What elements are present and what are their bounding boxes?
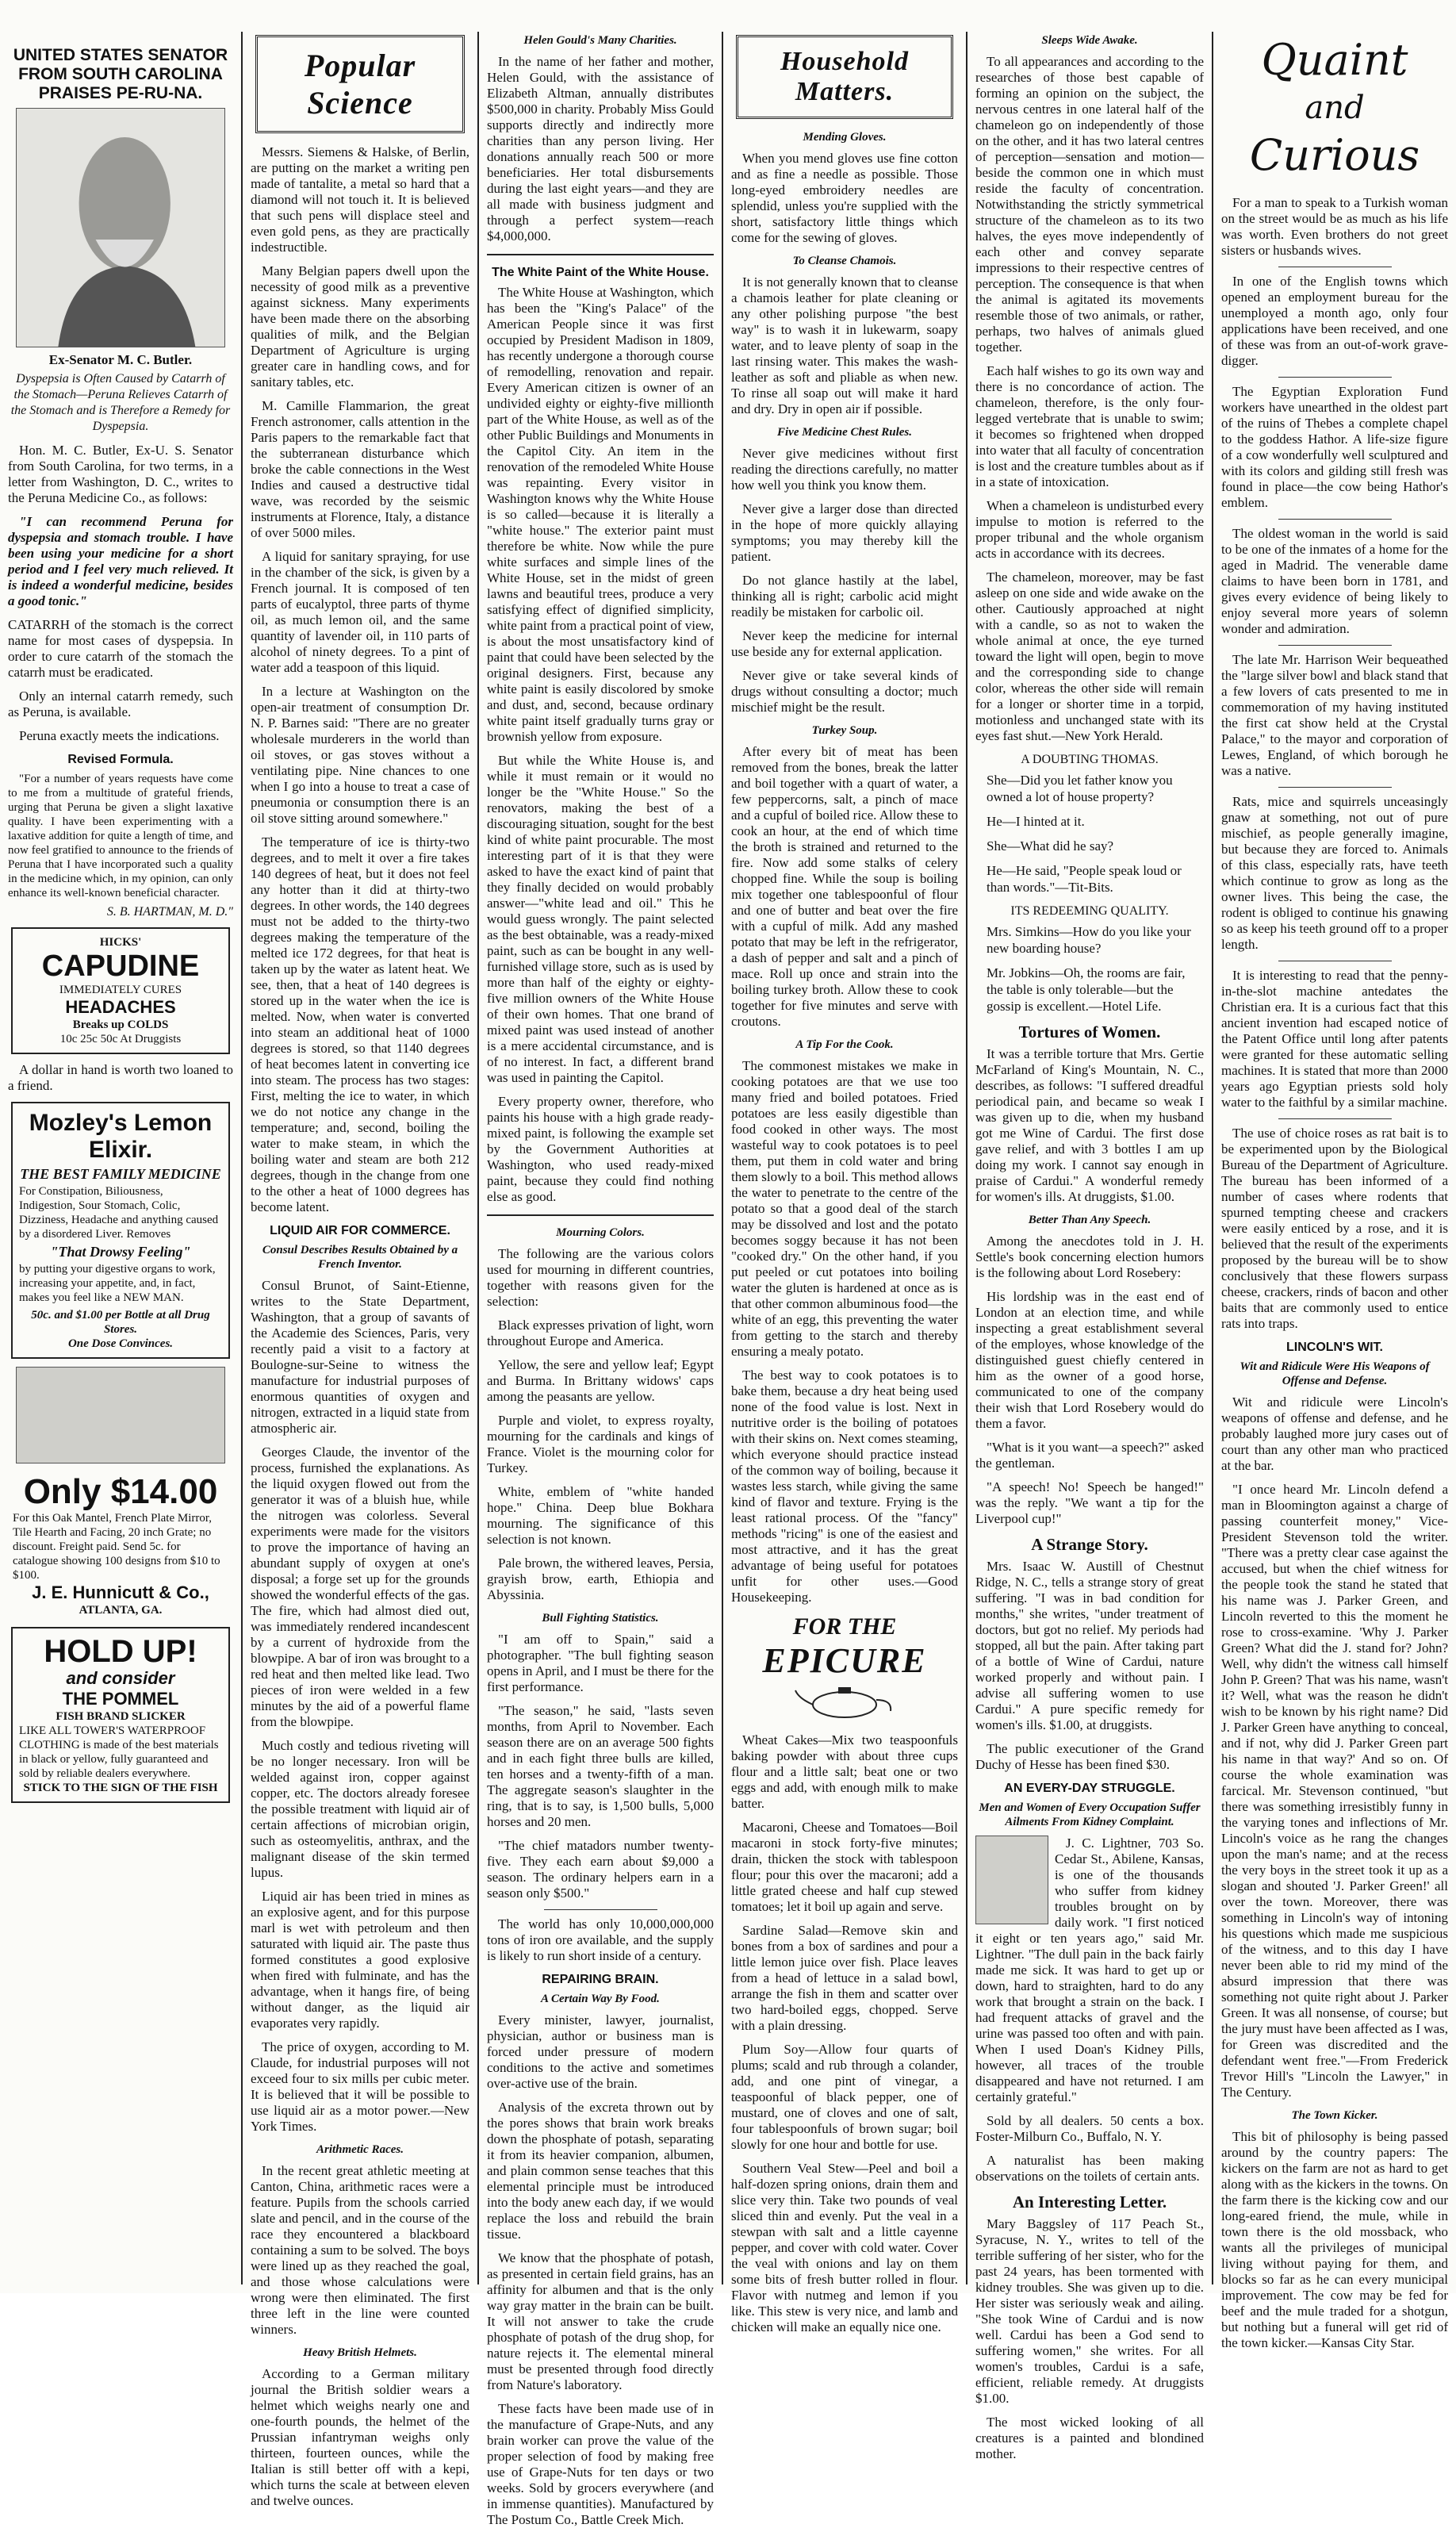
better-speech-heading: Better Than Any Speech. xyxy=(1028,1214,1151,1226)
article-paragraph: Among the anecdotes told in J. H. Settle's book concerning election humors is the following about Lord Rosebery: xyxy=(975,1233,1204,1280)
article-paragraph: M. Camille Flammarion, the great French astronomer, calls attention in the Paris papers to the remarkable fact that the subterranean disturbance which broke the cable connections in the West Indies and caused a destructive tidal wave, was recorded by the seismic instruments at Florence, Italy, a distance of over 5000 miles. xyxy=(251,398,469,540)
article-paragraph: Pale brown, the withered leaves, Persia, grayish brow, earth, Ethiopia and Abyssinia. xyxy=(487,1556,714,1602)
town-kicker-heading: The Town Kicker. xyxy=(1291,2109,1378,2122)
article-paragraph: In a lecture at Washington on the open-air treatment of consumption Dr. N. P. Barnes said: "There are no greater wholesale murderers in the world than oil stoves, or gas stoves without a ventilating pipe. Nine chances to one when I go into a house to treat a case of pneumonia or consumption there is an oil stove sitting around somewhere." xyxy=(251,684,469,826)
white-paint-heading: The White Paint of the White House. xyxy=(492,266,709,279)
article-paragraph: Never give a larger dose than directed in the hope of more quickly allaying symptoms; you may thereby kill the patient. xyxy=(731,501,958,564)
article-paragraph: The temperature of ice is thirty-two degrees, and to melt it over a fire takes 140 degrees of heat, but it does not feel any hotter than it did at thirty-two degrees. In other words, the 140 degrees must not be added to the thirty-two degrees making the temperature of the melted ice 172 degrees, for that heat is taken up by the water as latent heat. We see, then, that a heat of 140 degrees is stored up in the water when the ice is melted. Now, when water is converted into steam an additional heat of 1000 degrees is stored, so that 1140 degrees of heat becomes latent in converting ice into steam. The process has two stages: First, melting the ice to water, in which we do not notice any change in the temperature; and, second, boiling the water to make steam, in which the boiling water and steam are both 212 degrees, though in the change from one to the other a heat of 1000 degrees has become latent. xyxy=(251,834,469,1214)
article-paragraph: Georges Claude, the inventor of the process, furnished the explanations. As the liquid oxygen flowed out from the generator it was of a bluish hue, while the nitrogen was colorless. Several experiments were made for the visitors to prove the importance of having an abundant supply of oxygen at one's disposal; a forge set up for the grounds showed the wonderful effects of the gas. The fire, which had almost died out, was immediately rendered incandescent by a current of hydroxide from the blowpipe. A bar of iron was brought to a red heat and then melted like lead. Two pieces of iron were welded in a few minutes by the aid of a powerful flame from the blowpipe. xyxy=(251,1444,469,1729)
article-paragraph: Each half wishes to go its own way and there is no concordance of action. The chameleon, therefore, is the only four-legged vertebrate that is unable to swim; it becomes so frightened when dropped into water that all faculty of concentration is lost and the creature tumbles about as if in a state of intoxication. xyxy=(975,363,1204,489)
popular-science-masthead: Popular Science xyxy=(255,35,465,133)
chamois-heading: To Cleanse Chamois. xyxy=(792,255,897,267)
peruna-italic-note: Dyspepsia is Often Caused by Catarrh of the Stomach—Peruna Relieves Catarrh of the Stomach and is Therefore a Remedy for Dyspepsia. xyxy=(10,372,231,433)
article-paragraph: Wit and ridicule were Lincoln's weapons of offense and defense, and he probably laughed more jury cases out of court than any other man who practiced at the bar. xyxy=(1221,1394,1448,1473)
article-paragraph: Do not glance hastily at the label, thinking all is right; carbolic acid might readily be mistaken for carbolic oil. xyxy=(731,573,958,620)
article-paragraph: Consul Brunot, of Saint-Etienne, writes to the State Department, Washington, that a group of savants of the Academie des Sciences, Paris, very recently paid a visit to a factory at Boulogne-sur-Seine to witness the manufacture for industrial purposes of enormous quantities of oxygen and nitrogen, extracted in a liquid state from atmospheric air. xyxy=(251,1278,469,1436)
hunnicutt-name: J. E. Hunnicutt & Co., xyxy=(32,1582,209,1602)
section-divider xyxy=(1278,645,1392,646)
epicure-line: EPICURE xyxy=(762,1641,927,1680)
mozley-best: THE BEST FAMILY MEDICINE xyxy=(20,1166,221,1182)
article-paragraph: White, emblem of "white handed hope." China. Deep blue Bokhara mourning. The significance of this selection is not known. xyxy=(487,1484,714,1547)
article-paragraph: It is not generally known that to cleanse a chamois leather for plate cleaning or any other polishing purpose "the best way" is to wash it in lukewarm, soapy water, and to leave plenty of soap in the last rinsing water. This makes the wash-leather as soft and pliable as when new. To rinse all soap out will make it hard and dry. Dry in open air if possible. xyxy=(731,274,958,416)
article-paragraph: The oldest woman in the world is said to be one of the inmates of a home for the aged in Madrid. The venerable dame claims to have been born in 1781, and gives every evidence of being likely to enjoy several more years of solemn wonder and admiration. xyxy=(1221,526,1448,636)
article-paragraph: "The chief matadors number twenty-five. They each earn about $9,000 a season. The ordinary helpers earn in a season only $500." xyxy=(487,1838,714,1901)
pommel-body: LIKE ALL TOWER'S WATERPROOF CLOTHING is made of the best materials in black or yellow, fully guaranteed and sold by reliable dealers everywhere. xyxy=(19,1724,219,1780)
article-paragraph: Never give medicines without first reading the directions carefully, no matter how well you think you know them. xyxy=(731,446,958,493)
dialogue-line: He—I hinted at it. xyxy=(987,814,1085,829)
medicine-rules-heading: Five Medicine Chest Rules. xyxy=(777,426,912,439)
article-paragraph: In one of the English towns which opened an employment bureau for the unemployed a month ago, only four applications have been received, and one of these was from an out-of-work grave-digger. xyxy=(1221,274,1448,368)
article-paragraph: The Egyptian Exploration Fund workers have unearthed in the oldest part of the ruins of Thebes a complete chapel to the goddess Hathor. A life-size figure of a cow wonderfully well sculptured and with its colors and gilding still fresh was found in place—the cow being Hathor's emblem. xyxy=(1221,384,1448,510)
article-paragraph: Messrs. Siemens & Halske, of Berlin, are putting on the market a writing pen made of tantalite, a metal so hard that a diamond will not touch it. It is believed that such pens will displace steel and even gold pens, as they are practically indestructible. xyxy=(251,144,469,255)
portrait-illustration xyxy=(17,109,224,347)
dialogue-line: Mr. Jobkins—Oh, the rooms are fair, the table is only tolerable—but the gossip is excellent.—Hotel Life. xyxy=(987,965,1186,1014)
holdup-subheading: and consider xyxy=(66,1668,175,1688)
capudine-line: HEADACHES xyxy=(65,997,176,1017)
article-paragraph: The public executioner of the Grand Duchy of Hesse has been fined $30. xyxy=(975,1741,1204,1772)
arithmetic-heading: Arithmetic Races. xyxy=(316,2143,404,2156)
peruna-paragraph: Peruna exactly meets the indications. xyxy=(19,728,220,743)
sleeps-heading: Sleeps Wide Awake. xyxy=(1041,34,1138,47)
article-paragraph: "I once heard Mr. Lincoln defend a man in Bloomington against a charge of passing counterfeit money," Vice-President Stevenson told the writer. "There was a pretty clear case against the accused, but when the chief witness for the people took the stand he stated that his name was J. Parker Green, and Lincoln reverted to this the moment he rose to cross-examine. 'Why J. Parker Green? What did the J. stand for? John? Well, why didn't the witness call himself John P. Green? That was his name, wasn't it? Well, what was the reason he didn't wish to be known by his right name? Did J. Parker Green have anything to conceal, and if not, why did J. Parker Green part his name in that way?' And so on. Of course the whole examination was farcical. Mr. Stevenson continued, "but there was something irresistibly funny in the varying tones and inflections of Mr. Lincoln's voice as he rang the changes upon the man's name; and at the recess the very boys in the street took it up as a slogan and shouted 'J. Parker Green!' all over the town. Moreover, there was something in Lincoln's way of intoning his questions which made me suspicious of the witness, and to this day I have never been able to rid my mind of the absurd impression that there was something not quite right about J. Parker Green. It was all nonsense, of course; but the jury must have been affected as I was, for Green was discredited and the defendant went free."—From Frederick Trevor Hill's "Lincoln the Lawyer," in The Century. xyxy=(1221,1482,1448,2100)
column-3 xyxy=(479,32,722,2527)
dialogue-line: She—What did he say? xyxy=(987,838,1114,854)
mozley-dose: One Dose Convinces. xyxy=(67,1337,174,1350)
article-paragraph: The use of choice roses as rat bait is to be experimented upon by the Biological Bureau of the Department of Agriculture. The bureau has been informed of a number of cases where rodents that spurned tempting cheese and crackers were easily enticed by a rose, and it is believed that the result of the experiments proposed by the bureau will be to show conclusively that these flowers surpass cheese, crackers, rinds of bacon and other baits that are commonly used to entice rats into traps. xyxy=(1221,1126,1448,1331)
section-divider xyxy=(487,1214,714,1216)
article-paragraph: For a man to speak to a Turkish woman on the street would be as much as his life was worth. Even brothers do not greet sisters or husbands wives. xyxy=(1221,195,1448,258)
section-divider xyxy=(1278,787,1392,788)
masthead-word: Quaint xyxy=(1261,35,1408,85)
struggle-subheading: Men and Women of Every Occupation Suffer Ailments From Kidney Complaint. xyxy=(979,1801,1201,1828)
turkey-soup-heading: Turkey Soup. xyxy=(811,724,878,737)
section-divider xyxy=(544,1909,657,1910)
mozley-ad xyxy=(11,1102,230,1359)
article-paragraph: After every bit of meat has been removed from the bones, break the latter and boil together with a quart of water, a few peppercorns, salt, a pinch of mace and a cupful of boiled rice. Allow these to cook an hour, at the end of which time the broth is strained and returned to the fire. Now add some stalks of celery chopped fine. While the soup is boiling mix together one tablespoonful of flour and one of butter and beat over the fire with a cupful of milk. Add any mashed potato that may be left in the refrigerator, a dash of pepper and salt and a pinch of mace. Roll up once and strain into the boiling turkey broth. Allow these to cook together for five minutes and serve with croutons. xyxy=(731,744,958,1029)
dialogue-line: Mrs. Simkins—How do you like your new boarding house? xyxy=(987,924,1191,956)
article-paragraph: "A speech! No! Speech be hanged!" was the reply. "We want a tip for the Liverpool cup!" xyxy=(975,1479,1204,1526)
article-paragraph: It was a terrible torture that Mrs. Gertie McFarland of King's Mountain, N. C., describes, as follows: "I suffered dreadful periodical pain, and became so weak I was given up to die, when my husband got me Wine of Cardui. The first dose gave relief, and with 3 bottles I am up doing my work. I cannot say enough in praise of Cardui." A wonderful remedy for women's ills. At druggists, $1.00. xyxy=(975,1046,1204,1204)
section-divider xyxy=(1278,1118,1392,1119)
pommel-brand: FISH BRAND SLICKER xyxy=(56,1710,186,1723)
article-paragraph: This bit of philosophy is being passed around by the country papers: The kickers on the farm are not as hard to get along with as the kickers in the towns. On the farm there is the kicking cow and our long-eared friend, the mule, while in town there is the old mossback, who wants all the privileges of municipal living without paying for them, and blocks so far as he can every municipal improvement. The cow may be fed for beef and the mule traded for a shotgun, but nothing but a funeral will get rid of the town kicker.—Kansas City Star. xyxy=(1221,2129,1448,2350)
dialogue-line: She—Did you let father know you owned a lot of house property? xyxy=(987,773,1173,804)
capudine-name: CAPUDINE xyxy=(41,949,200,983)
peruna-quote: "I can recommend Peruna for dyspepsia and stomach trouble. I have been using your medicine for a short period and I feel very much relieved. It is indeed a wonderful medicine, besides a good tonic." xyxy=(8,514,233,608)
article-paragraph: Liquid air has been tried in mines as an explosive agent, and for this purpose marl is wet with petroleum and then saturated with liquid air. The paste thus formed constitutes a good explosive when fired with fulminate, and has the advantage, when it hangs fire, of being without danger, as the liquid air evaporates very rapidly. xyxy=(251,1889,469,2031)
mozley-body: For Constipation, Biliousness, Indigestion, Sour Stomach, Colic, Dizziness, Headache and anything caused by a disordered Liver. Removes xyxy=(19,1185,219,1241)
article-paragraph: In the name of her father and mother, Helen Gould, with the assistance of Elizabeth Altman, annually distributes $500,000 in charity. Probably Miss Gould supports directly and indirectly more charities than any person living. Her donations annually reach 500 or more beneficiaries. Her total disbursements during the last eight years—and they are all made with business judgment and through a perfect system—reach $4,000,000. xyxy=(487,54,714,244)
interesting-letter-heading: An Interesting Letter. xyxy=(1012,2192,1167,2212)
capudine-ad xyxy=(11,927,230,1054)
article-paragraph: A liquid for sanitary spraying, for use in the chamber of the sick, is given by a French journal. It is composed of ten parts of eucalyptol, three parts of thyme oil, as much lemon oil, and the same quantity of lavender oil, in 110 parts of alcohol of ninety degrees. To a pint of water add a teaspoon of this liquid. xyxy=(251,549,469,675)
epicure-banner xyxy=(731,1613,958,1724)
section-divider xyxy=(1278,519,1392,520)
household-masthead: Household Matters. xyxy=(736,35,953,119)
pommel-name: THE POMMEL xyxy=(62,1689,179,1709)
column-6-quaint-curious xyxy=(1213,32,1456,2350)
helmets-heading: Heavy British Helmets. xyxy=(303,2346,417,2359)
doubting-thomas-heading: A DOUBTING THOMAS. xyxy=(1021,753,1159,766)
recipe-paragraph: Wheat Cakes—Mix two teaspoonfuls baking powder with about three cups flour and a little salt; beat one or two eggs and add, with enough milk to make batter. xyxy=(731,1732,958,1811)
recipe-paragraph: Plum Soy—Allow four quarts of plums; scald and rub through a colander, add, and one pint of vinegar, a teaspoonful of black pepper, one of mustard, one of cloves and one of salt, four tablespoonfuls of brown sugar; boil slowly for one hour and bottle for use. xyxy=(731,2042,958,2152)
article-paragraph: We know that the phosphate of potash, as presented in certain field grains, has an affinity for albumen and that is the only way gray matter in the brain can be built. It will not answer to take the crude phosphate of potash of the drug shop, for nature rejects it. The elemental mineral must be presented through food directly from Nature's laboratory. xyxy=(487,2250,714,2392)
peruna-paragraph: CATARRH of the stomach is the correct name for most cases of dyspepsia. In order to cure catarrh of the stomach the catarrh must be eradicated. xyxy=(8,617,233,680)
dialogue-line: He—He said, "People speak loud or than words."—Tit-Bits. xyxy=(987,863,1182,895)
mantel-illustration xyxy=(16,1367,225,1463)
repairing-brain-heading: REPAIRING BRAIN. xyxy=(542,1973,659,1986)
article-paragraph: The following are the various colors used for mourning in different countries, together with reasons given for the selection: xyxy=(487,1246,714,1309)
recipe-paragraph: Sardine Salad—Remove skin and bones from a box of sardines and pour a little lemon juice over fish. Place leaves from a head of lettuce in a salad bowl, arrange the fish in them and scatter over two hard-boiled eggs, chopped. Serve with a plain dressing. xyxy=(731,1923,958,2033)
bull-fighting-heading: Bull Fighting Statistics. xyxy=(542,1612,659,1625)
column-2-popular-science xyxy=(243,32,477,2508)
teapot-icon xyxy=(789,1681,900,1720)
article-paragraph: Purple and violet, to express royalty, mourning for the cardinals and kings of France. Violet is the mourning color for Turkey. xyxy=(487,1413,714,1475)
article-paragraph: The best way to cook potatoes is to bake them, because a dry heat being used none of the food value is lost. Next in nutritive order is the boiling of potatoes with their skins on. Next comes steaming, which everyone should practice instead of the common way of boiling, because it wastes less starch, while giving the same kind of flavor and texture. Frying is the least rational process. Of the "fancy" methods "ricing" is one of the easiest and most attractive, and it has the great advantage of being useful for potatoes unfit for other uses.—Good Housekeeping. xyxy=(731,1368,958,1605)
article-paragraph: A naturalist has been making observations on the toilets of certain ants. xyxy=(975,2153,1204,2184)
capudine-line: 10c 25c 50c At Druggists xyxy=(59,1033,182,1045)
struggle-heading: AN EVERY-DAY STRUGGLE. xyxy=(1004,1782,1175,1795)
capudine-line: Breaks up COLDS xyxy=(72,1018,169,1031)
mourning-heading: Mourning Colors. xyxy=(556,1226,645,1239)
mantel-price: Only $14.00 xyxy=(23,1472,218,1511)
article-paragraph: The commonest mistakes we make in cooking potatoes are that we use too many fried and boiled potatoes. Fried potatoes are less easily digestible than food cooked in other ways. The most wasteful way to cook potatoes is to peel them, put them in cold water and bring them slowly to a boil. This method allows the water to penetrate to the centre of the potato so that a good deal of the starch may be dissolved and lost and the potato becomes soggy because it has not been "cooked dry." On the other hand, if you put peeled or cut potatoes into boiling water the gluten is hardened at once as is that other common albuminous food—the white of an egg, this preventing the water from getting to the starch and thereby ensuring a mealy potato. xyxy=(731,1058,958,1359)
capudine-top: HICKS' xyxy=(99,936,142,949)
peruna-headline: UNITED STATES SENATOR FROM SOUTH CAROLINA PRAISES PE-RU-NA. xyxy=(13,46,228,102)
article-paragraph: Analysis of the excreta thrown out by the pores shows that brain work breaks down the phosphate of potash, separating it from its heavier companion, albumen, and plain common sense teaches that this elemental principle must be introduced into the body anew each day, if we would replace the loss and rebuild the brain tissue. xyxy=(487,2100,714,2242)
hunnicutt-city: ATLANTA, GA. xyxy=(79,1604,163,1617)
revised-formula-text: "For a number of years requests have come to me from a multitude of grateful friends, urging that Peruna be given a slight laxative quality. I have been experimenting with a laxative addition for quite a length of time, and now feel gratified to announce to the friends of Peruna that I have incorporated such a quality in the medicine which, in my opinion, can only enhance its well-known beneficial character. xyxy=(8,773,233,900)
pommel-sign: STICK TO THE SIGN OF THE FISH xyxy=(23,1782,218,1794)
article-paragraph: Never keep the medicine for internal use beside any for external application. xyxy=(731,628,958,659)
recipe-paragraph: Macaroni, Cheese and Tomatoes—Boil macaroni in stock forty-five minutes; drain, thicken the stock with tablespoon flour; pour this over the macaroni; add a little grated cheese and half cup stewed tomatoes; let it boil up again and serve. xyxy=(731,1820,958,1914)
capudine-line: IMMEDIATELY CURES xyxy=(59,984,182,996)
article-paragraph: The price of oxygen, according to M. Claude, for industrial purposes will not exceed four to six mills per cubic meter. It is believed that it will be possible to use liquid air as a motor power.—New York Times. xyxy=(251,2039,469,2134)
recipe-paragraph: Southern Veal Stew—Peel and boil a half-dozen spring onions, drain them and slice very thin. Take two pounds of veal sliced thin and evenly. Put the veal in a stewpan with salt and a little cayenne pepper, and cover with cold water. Cover the veal with onions and lay on them some bits of fresh butter rolled in flour. Flavor with nutmeg and lemon if you like. This stew is very nice, and lamb and chicken will make an equally nice one. xyxy=(731,2161,958,2334)
article-paragraph: To all appearances and according to the researches of those best capable of forming an opinion on the subject, the nervous centres in one lateral half of the chameleon go on independently of those on the other, and it has two lateral centres of perception—sensation and motion—beside the common one in which must reside the faculty of concentration. Notwithstanding the strictly symmetrical structure of the chameleon as to its two halves, the eyes move independently of each other and convey separate impressions to their respective centres of perception. The consequence is that when the animal is agitated its movements resemble those of two animals, or rather, perhaps, two halves of animals glued together. xyxy=(975,54,1204,355)
dollar-filler: A dollar in hand is worth two loaned to a friend. xyxy=(8,1062,233,1093)
article-paragraph: Yellow, the sere and yellow leaf; Egypt and Burma. In Brittany widows' caps among the peasants are yellow. xyxy=(487,1357,714,1404)
quaint-curious-masthead xyxy=(1221,36,1448,179)
section-divider xyxy=(487,254,714,255)
mozley-price: 50c. and $1.00 per Bottle at all Drug Stores. xyxy=(31,1309,210,1336)
gould-heading: Helen Gould's Many Charities. xyxy=(523,34,677,47)
hartman-signature: S. B. HARTMAN, M. D." xyxy=(106,905,233,919)
article-paragraph: The world has only 10,000,000,000 tons of iron ore available, and the supply is likely to run short inside of a century. xyxy=(487,1916,714,1963)
epicure-line: FOR THE xyxy=(792,1613,897,1640)
peruna-paragraph: Only an internal catarrh remedy, such as Peruna, is available. xyxy=(8,689,233,719)
column-1-peruna-ad xyxy=(0,41,241,2294)
article-paragraph: The late Mr. Harrison Weir bequeathed the "large silver bowl and black stand that a few lovers of cats presented to me in commemoration of my having instituted the first cat show held at the Crystal Palace," to the mayor and corporation of Lewes, England, of which borough he was a native. xyxy=(1221,652,1448,778)
article-paragraph: Every property owner, therefore, who paints his house with a high grade ready-mixed paint, is following the example set by the Government Authorities at Washington, who used ready-mixed paint, because they could find nothing else as good. xyxy=(487,1094,714,1204)
article-paragraph: According to a German military journal the British soldier wears a helmet which weighs nearly one and one-fourth pounds, the helmet of the Prussian infantryman weighs only thirteen, fourteen ounces, while the Italian is still better off with a kepi, which turns the scale at between eleven and twelve ounces. xyxy=(251,2366,469,2508)
article-paragraph: But while the White House is, and while it must remain or it would no longer be the "White House." So the renovators, making the best of a discouraging situation, sought for the best kind of white paint procurable. The most interesting part of it is that they were asked to have the exact kind of paint that they finally decided on would probably answer—"white lead and oil." This he would guess wrongly. The paint selected as the best obtainable, was a ready-mixed paint, such as can be bought in any well-furnished village store, such as is used by more than half of the eighty or eighty-five million owners of the White House of their own homes. That one brand of mixed paint was used instead of another is a mere accidental circumstance, and is of no interest. In fact, a different brand was used in painting the Capitol. xyxy=(487,753,714,1085)
liquid-air-subheading: Consul Describes Results Obtained by a French Inventor. xyxy=(262,1244,458,1271)
article-paragraph: Mrs. Isaac W. Austill of Chestnut Ridge, N. C., tells a strange story of great suffering. "I was in bad condition for months," she writes, "under treatment of doctors, but got no relief. My periods had stopped, all but the pain. After taking part of a bottle of Wine of Cardui, nature worked properly and without pain. I advise all suffering women to use Cardui." A pure specific remedy for women's ills. $1.00, at druggists. xyxy=(975,1559,1204,1732)
repairing-brain-subheading: A Certain Way By Food. xyxy=(541,1993,660,2005)
hunnicutt-ad xyxy=(11,1471,230,1619)
tortures-heading: Tortures of Women. xyxy=(1018,1022,1161,1042)
article-paragraph: Many Belgian papers dwell upon the necessity of good milk as a preventive against sickness. Many experiments have been made there on the absorbing qualities of milk, and the Belgian Department of Agriculture is urging greater care in handling cows, and for sanitary tables, etc. xyxy=(251,263,469,389)
portrait-caption: Ex-Senator M. C. Butler. xyxy=(48,352,193,367)
article-paragraph: The chameleon, moreover, may be fast asleep on one side and wide awake on the other. Cautiously approached at night with a candle, so as not to waken the whole animal at once, the eye turned toward the light will open, begin to move and the corresponding side to change color, whereas the other side will remain for a longer or shorter time in a torpid, motionless and unchanged state with its eyes fast shut.—New York Herald. xyxy=(975,570,1204,743)
article-paragraph: His lordship was in the east end of London at an election time, and while inspecting a great establishment several of the employes, whose knowledge of the distinguished guest chiefly centered in him as the owner of a good horse, communicated to one of the company their wish that Lord Rosebery would do them a favor. xyxy=(975,1289,1204,1431)
peruna-paragraph: Hon. M. C. Butler, Ex-U. S. Senator from South Carolina, for two terms, in a letter from Washington, D. C., writes to the Peruna Medicine Co., as follows: xyxy=(8,443,233,505)
senator-portrait xyxy=(16,108,225,347)
article-paragraph: When a chameleon is undisturbed every impulse to motion is referred to the proper tribunal and the whole organism acts in accordance with its decrees. xyxy=(975,498,1204,561)
hunnicutt-body: For this Oak Mantel, French Plate Mirror, Tile Hearth and Facing, 20 inch Grate; no discount. Freight paid. Send 5c. for catalogue showing 100 designs from $10 to $100. xyxy=(13,1512,220,1582)
article-paragraph: These facts have been made use of in the manufacture of Grape-Nuts, and any brain worker can prove the value of the proper selection of food by making free use of Grape-Nuts for ten days or two weeks. Sold by grocers everywhere (and in immense quantities). Manufactured by The Postum Co., Battle Creek Mich. xyxy=(487,2401,714,2527)
lincoln-heading: LINCOLN'S WIT. xyxy=(1285,1341,1383,1354)
slicker-ad xyxy=(11,1627,230,1803)
article-paragraph: In the recent great athletic meeting at Canton, China, arithmetic races were a feature. Pupils from the schools carried slate and pencil, and in the course of the race they encountered a blackboard containing a sum to be solved. The boys were lined up as they reached the goal, and those whose calculations were wrong were then eliminated. The first three left in the line were counted winners. xyxy=(251,2163,469,2337)
lincoln-subheading: Wit and Ridicule Were His Weapons of Offense and Defense. xyxy=(1240,1360,1430,1387)
article-paragraph: "I am off to Spain," said a photographer. "The bull fighting season opens in April, and I must be there for the first performance. xyxy=(487,1632,714,1694)
holdup-heading: HOLD UP! xyxy=(44,1634,197,1669)
column-5 xyxy=(967,32,1212,2461)
section-divider xyxy=(1278,377,1392,378)
article-paragraph: When you mend gloves use fine cotton and as fine a needle as possible. Those long-eyed embroidery needles are splendid, unless you're supplied with the short, satisfactory little things which come for the sewing of gloves. xyxy=(731,151,958,245)
article-paragraph: Rats, mice and squirrels unceasingly gnaw at something, not out of pure mischief, as people generally imagine, but because they are forced to. Animals of this class, especially rats, have teeth which continue to grow as long as the owner lives. This being the case, the rodent is obliged to continue his gnawing so as keep his teeth ground off to a proper length. xyxy=(1221,794,1448,952)
article-paragraph: Much costly and tedious riveting will be no longer necessary. Iron will be welded against iron, copper against copper, etc. The doctors already foresee the possible treatment with liquid air of certain affections of microbian origin, such as osteomyelitis, anthrax, and the malignant disease of the skin termed lupus. xyxy=(251,1738,469,1880)
column-4-household-matters xyxy=(723,32,966,2334)
article-paragraph: Sold by all dealers. 50 cents a box. Foster-Milburn Co., Buffalo, N. Y. xyxy=(975,2113,1204,2144)
revised-formula-heading: Revised Formula. xyxy=(67,753,174,766)
mozley-name: Mozley's Lemon Elixir. xyxy=(29,1110,213,1163)
strange-story-heading: A Strange Story. xyxy=(1031,1535,1148,1554)
lightner-portrait xyxy=(975,1836,1048,1924)
cook-tip-heading: A Tip For the Cook. xyxy=(795,1038,894,1051)
article-paragraph: Mary Baggsley of 117 Peach St., Syracuse, N. Y., writes to tell of the terrible suffering of her sister, who for the past 24 years, has been tormented with kidney troubles. She was given up to die. Her sister was seriously weak and ailing. "She took Wine of Cardui and is now well. Cardui has been a God send to suffering women," she writes. For all women's troubles, Cardui is a safe, efficient, reliable remedy. At druggists $1.00. xyxy=(975,2216,1204,2406)
gloves-heading: Mending Gloves. xyxy=(803,131,887,144)
article-paragraph: J. C. Lightner, 703 So. Cedar St., Abilene, Kansas, is one of the thousands who suffer from kidney troubles brought on by daily work. "I first noticed it eight or ten years ago," said Mr. Lightner. "The dull pain in the back fairly made me sick. It was hard to get up or down, hard to straighten, hard to do any work that brought a strain on the back. I had frequent attacks of gravel and the urine was passed too often and with pain. When I used Doan's Kidney Pills, however, all traces of the trouble disappeared and have not returned. I am certainly grateful." xyxy=(975,1836,1204,2104)
redeeming-quality-heading: ITS REDEEMING QUALITY. xyxy=(1010,904,1169,918)
article-paragraph: Every minister, lawyer, journalist, physician, author or business man is forced under pressure of modern conditions to the active and sometimes over-active use of the brain. xyxy=(487,2012,714,2091)
article-paragraph: It is interesting to read that the penny-in-the-slot machine antedates the Christian era. It is a curious fact that this ancient invention had escaped notice of the Patent Office until long after patents were granted for these automatic selling machines. It is stated that more than 2000 years ago Egyptian priests sold holy water to the faithful by a similar machine. xyxy=(1221,968,1448,1110)
masthead-word: Curious xyxy=(1249,130,1420,180)
article-paragraph: The White House at Washington, which has been the "King's Palace" of the American People since it was first occupied by President Madison in 1809, has recently undergone a thorough course of remodelling, renovation and repair. Every American citizen is owner of an undivided eighty or eighty-five millionth part of the White House, as well as of the other Public Buildings and Monuments in the Capitol City. An item in the renovation of the remodeled White House was repainting. Every visitor in Washington knows why the White House is so called—because it is literally a "white house." The exterior paint must therefore be white. Now while the pure white surfaces and simple lines of the White House, set in the midst of green lawns and beautiful trees, produce a very satisfying effect of dignified simplicity, white paint from a practical point of view, is about the most unsatisfactory kind of paint that could have been selected by the original designers. First, because any white paint is easily discolored by smoke and dust, and, second, because ordinary white paint itself gradually turns gray or brownish yellow from exposure. xyxy=(487,285,714,744)
article-paragraph: Black expresses privation of light, worn throughout Europe and America. xyxy=(487,1318,714,1348)
article-paragraph: "The season," he said, "lasts seven months, from April to November. Each season there are on an average 500 fights and in each fight three bulls are killed, ten horses and a twenty-fifth of a man. The aggregate season's slaughter in the ring, that is to say, is 1,500 bulls, 5,000 horses and 20 men. xyxy=(487,1703,714,1829)
article-paragraph: The most wicked looking of all creatures is a painted and blondined mother. xyxy=(975,2415,1204,2461)
mozley-body: by putting your digestive organs to work, increasing your appetite, and, in fact, makes you feel like a NEW MAN. xyxy=(19,1263,216,1304)
liquid-air-heading: LIQUID AIR FOR COMMERCE. xyxy=(270,1224,450,1237)
article-paragraph: Never give or take several kinds of drugs without consulting a doctor; much mischief might be the result. xyxy=(731,668,958,715)
masthead-word: and xyxy=(1305,90,1365,126)
article-paragraph: "What is it you want—a speech?" asked the gentleman. xyxy=(975,1440,1204,1471)
mozley-drowsy: "That Drowsy Feeling" xyxy=(50,1244,191,1260)
